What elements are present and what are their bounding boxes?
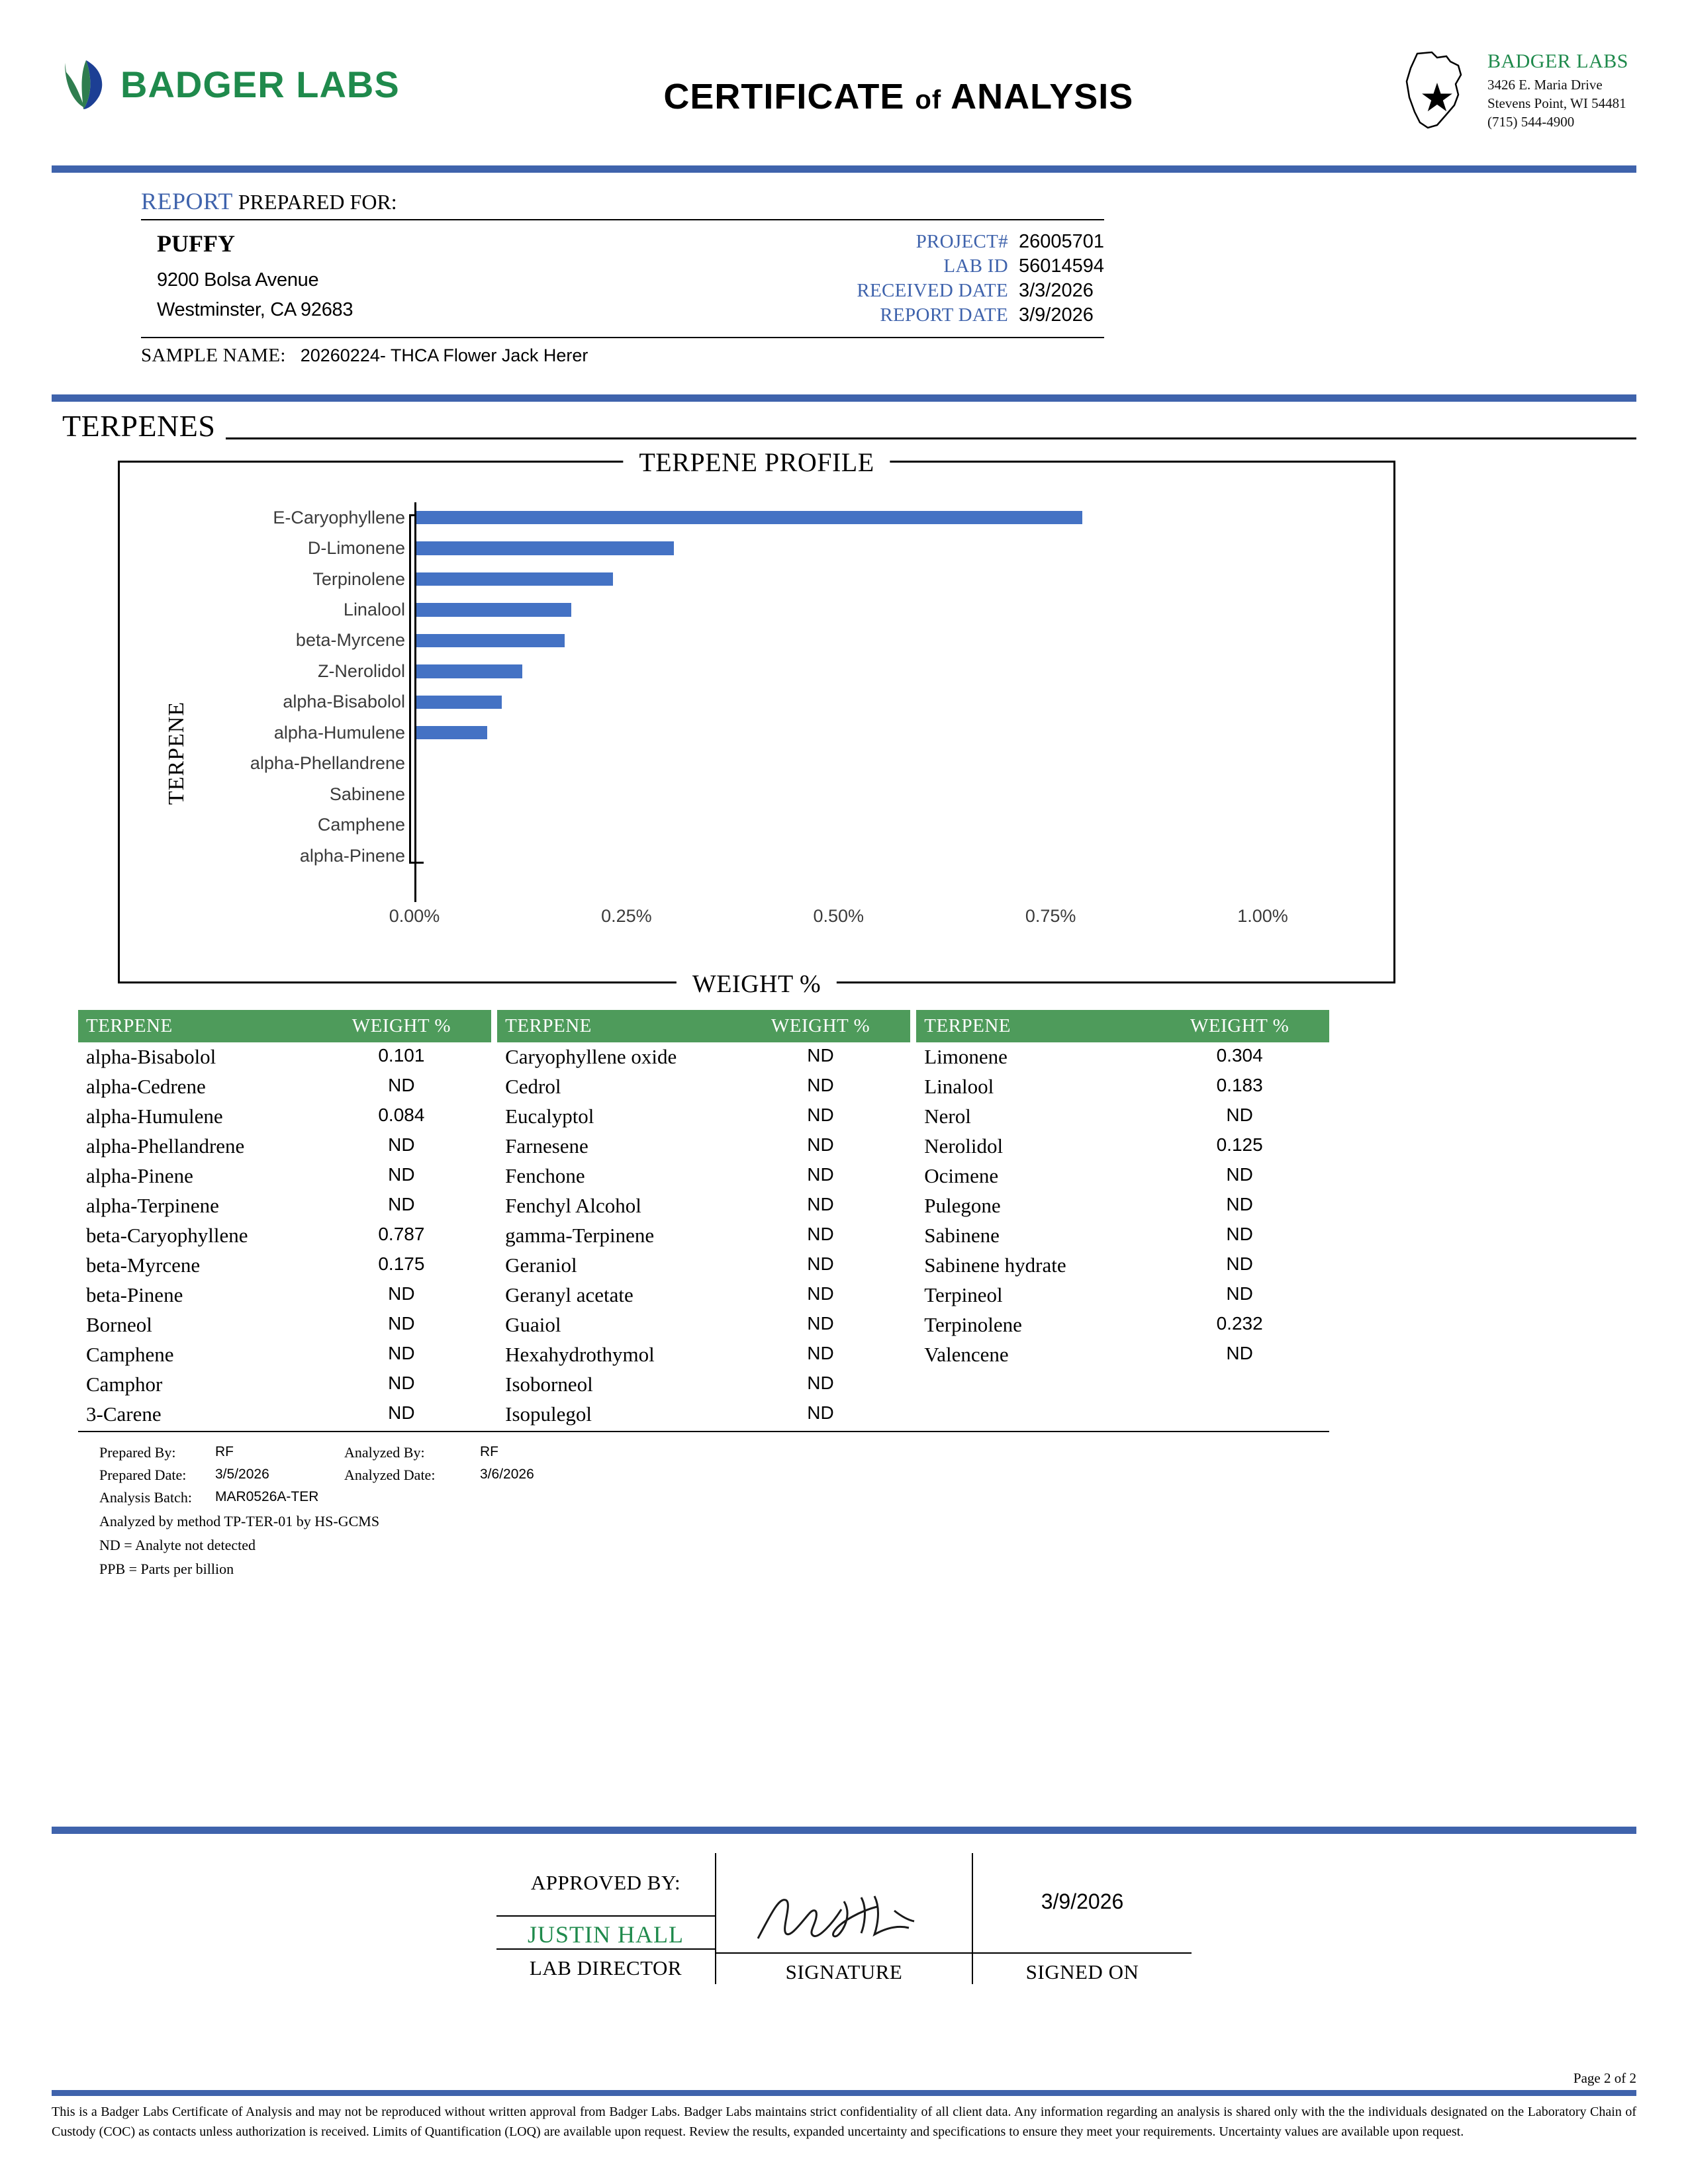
chart-bar-row bbox=[416, 594, 1331, 625]
meta-row-project bbox=[857, 230, 1104, 254]
signed-on-label: SIGNED ON bbox=[973, 1952, 1192, 1984]
chart-bar bbox=[416, 511, 1082, 524]
table-cell-weight: 0.787 bbox=[378, 1224, 425, 1244]
table-cell-spacer bbox=[491, 1042, 497, 1072]
analyzed-date-label: Analyzed Date: bbox=[344, 1467, 436, 1484]
table-row bbox=[78, 1191, 1329, 1221]
header-terpene-2: TERPENE bbox=[497, 1010, 731, 1042]
table-cell-weight: ND bbox=[807, 1283, 834, 1304]
chart-x-tick-label: 0.50% bbox=[813, 906, 865, 926]
chart-category-label: Terpinolene bbox=[312, 569, 405, 589]
chart-x-tick-label: 1.00% bbox=[1237, 906, 1288, 926]
chart-bar bbox=[416, 696, 502, 709]
note-ppb: PPB = Parts per billion bbox=[99, 1561, 234, 1578]
table-cell-weight: ND bbox=[807, 1373, 834, 1393]
note-row-prepared-by bbox=[99, 1441, 1636, 1464]
table-cell-spacer bbox=[910, 1400, 916, 1430]
table-cell-terpene: Terpineol bbox=[924, 1283, 1003, 1306]
table-cell-terpene: Isoborneol bbox=[505, 1373, 593, 1396]
table-cell-weight: ND bbox=[388, 1134, 415, 1155]
meta-row-report-date bbox=[857, 303, 1104, 328]
table-cell-spacer bbox=[910, 1310, 916, 1340]
table-cell-weight: ND bbox=[388, 1402, 415, 1423]
footer-divider bbox=[52, 2090, 1636, 2096]
table-cell-terpene: Linalool bbox=[924, 1075, 994, 1098]
section-divider bbox=[52, 394, 1636, 402]
note-row-analysis-batch bbox=[99, 1486, 1636, 1509]
table-cell-terpene: Ocimene bbox=[924, 1164, 999, 1187]
table-cell-spacer bbox=[491, 1281, 497, 1310]
sample-name-value: 20260224- THCA Flower Jack Herer bbox=[300, 345, 588, 365]
report-prepared-for-heading bbox=[141, 187, 1104, 220]
approval-block bbox=[0, 1853, 1688, 1984]
terpene-results-table-wrap bbox=[78, 1010, 1329, 1432]
table-cell-terpene: Eucalyptol bbox=[505, 1105, 594, 1128]
meta-value-project: 26005701 bbox=[1018, 231, 1104, 252]
note-nd: ND = Analyte not detected bbox=[99, 1537, 256, 1554]
table-cell-terpene: alpha-Humulene bbox=[86, 1105, 223, 1128]
section-header bbox=[52, 408, 1636, 446]
chart-title: TERPENE PROFILE bbox=[623, 447, 890, 478]
table-cell-terpene: Sabinene hydrate bbox=[924, 1253, 1066, 1277]
table-cell-spacer bbox=[491, 1340, 497, 1370]
meta-row-received-date bbox=[857, 279, 1104, 303]
analyzed-by-value: RF bbox=[480, 1444, 498, 1459]
table-cell-terpene: Hexahydrothymol bbox=[505, 1343, 655, 1366]
table-cell-spacer bbox=[910, 1281, 916, 1310]
approved-by-label-wrap bbox=[496, 1853, 715, 1917]
table-cell-spacer bbox=[491, 1132, 497, 1161]
prepared-by-label: Prepared By: bbox=[99, 1444, 176, 1461]
header-weight-2: WEIGHT % bbox=[731, 1010, 910, 1042]
terpene-results-table bbox=[78, 1010, 1329, 1430]
meta-value-received-date: 3/3/2026 bbox=[1018, 280, 1094, 301]
lab-name: BADGER LABS bbox=[1487, 50, 1628, 72]
chart-bar-row bbox=[416, 717, 1331, 748]
table-cell-weight: ND bbox=[1226, 1105, 1253, 1125]
table-cell-weight: ND bbox=[807, 1343, 834, 1363]
approval-divider bbox=[52, 1827, 1636, 1834]
table-cell-terpene: Camphor bbox=[86, 1373, 163, 1396]
table-cell-weight: ND bbox=[1226, 1253, 1253, 1274]
meta-label-project: PROJECT# bbox=[915, 231, 1008, 252]
lab-phone: (715) 544-4900 bbox=[1487, 114, 1575, 130]
table-cell-spacer bbox=[910, 1251, 916, 1281]
chart-category-label: Linalool bbox=[343, 600, 405, 620]
meta-row-lab-id bbox=[857, 254, 1104, 279]
table-cell-terpene: Caryophyllene oxide bbox=[505, 1045, 677, 1068]
table-cell-spacer bbox=[910, 1102, 916, 1132]
chart-x-axis-title: WEIGHT % bbox=[677, 970, 837, 999]
table-cell-spacer bbox=[910, 1072, 916, 1102]
signed-on-column bbox=[973, 1853, 1192, 1984]
table-cell-weight: ND bbox=[388, 1313, 415, 1334]
table-cell-terpene: beta-Pinene bbox=[86, 1283, 183, 1306]
analysis-batch-label: Analysis Batch: bbox=[99, 1489, 192, 1506]
chart-bar-row bbox=[416, 687, 1331, 717]
table-cell-weight: 0.232 bbox=[1216, 1313, 1263, 1334]
chart-bars bbox=[414, 502, 1331, 902]
table-row bbox=[78, 1340, 1329, 1370]
table-cell-terpene: Terpinolene bbox=[924, 1313, 1022, 1336]
badger-leaf-icon bbox=[60, 56, 109, 112]
meta-label-report-date: REPORT DATE bbox=[880, 304, 1008, 326]
signature-column bbox=[715, 1853, 973, 1984]
table-cell-weight: ND bbox=[807, 1313, 834, 1334]
chart-category-label: D-Limonene bbox=[307, 538, 405, 559]
table-cell-spacer bbox=[910, 1191, 916, 1221]
table-cell-weight bbox=[1150, 1370, 1329, 1400]
table-cell-spacer bbox=[910, 1370, 916, 1400]
chart-category-label: alpha-Bisabolol bbox=[283, 692, 405, 712]
chart-bar bbox=[416, 603, 571, 616]
table-cell-spacer bbox=[491, 1221, 497, 1251]
chart-x-tick-label: 0.75% bbox=[1025, 906, 1076, 926]
brand-logo bbox=[60, 56, 400, 112]
approved-by-column bbox=[496, 1853, 715, 1984]
footer-disclaimer: This is a Badger Labs Certificate of Analysis and may not be reproduced without written approval from Badger Labs. Badger Labs maintains strict confidentiality of all client data. Any information regarding an analysis is shared only with the the individuals designated on the Laboratory Chain of Custody (COC) as contacts unless authorization is received. Limits of Quantification (LOQ) are available upon request. Review the results, expanded uncertainty and specifications to ensure they meet your requirements. Uncertainty values are available upon request. bbox=[52, 2105, 1636, 2139]
meta-value-lab-id: 56014594 bbox=[1018, 255, 1104, 277]
prepared-for-label: PREPARED FOR: bbox=[238, 190, 397, 214]
table-row bbox=[78, 1310, 1329, 1340]
table-cell-terpene: Pulegone bbox=[924, 1194, 1001, 1217]
terpene-profile-chart bbox=[118, 447, 1395, 998]
table-header-row bbox=[78, 1010, 1329, 1042]
chart-bar bbox=[416, 664, 522, 678]
table-cell-terpene: alpha-Pinene bbox=[86, 1164, 193, 1187]
chart-bar bbox=[416, 726, 487, 739]
chart-plot-area bbox=[236, 502, 1331, 926]
table-cell-weight: ND bbox=[807, 1105, 834, 1125]
table-cell-terpene: Fenchyl Alcohol bbox=[505, 1194, 641, 1217]
approver-role: LAB DIRECTOR bbox=[496, 1948, 715, 1980]
table-cell-terpene: Cedrol bbox=[505, 1075, 561, 1098]
client-address-line2: Westminster, CA 92683 bbox=[157, 298, 353, 320]
section-title: TERPENES bbox=[62, 409, 216, 443]
chart-bar-row bbox=[416, 533, 1331, 563]
chart-bar bbox=[416, 634, 565, 647]
table-cell-spacer bbox=[491, 1370, 497, 1400]
table-cell-weight: ND bbox=[388, 1343, 415, 1363]
meta-label-received-date: RECEIVED DATE bbox=[857, 280, 1008, 301]
table-cell-weight bbox=[1150, 1400, 1329, 1430]
chart-y-axis-title: TERPENE bbox=[164, 701, 189, 805]
table-cell-weight: 0.125 bbox=[1216, 1134, 1263, 1155]
table-cell-weight: ND bbox=[388, 1164, 415, 1185]
header-gap-2 bbox=[910, 1010, 916, 1042]
table-cell-weight: ND bbox=[388, 1194, 415, 1214]
chart-x-tick-label: 0.00% bbox=[389, 906, 440, 926]
prepared-date-label: Prepared Date: bbox=[99, 1467, 187, 1484]
chart-category-labels bbox=[236, 502, 414, 902]
wisconsin-map-icon bbox=[1397, 48, 1477, 134]
chart-category-label: alpha-Humulene bbox=[273, 722, 405, 743]
table-cell-weight: ND bbox=[807, 1075, 834, 1095]
report-word: REPORT bbox=[141, 188, 233, 214]
table-row bbox=[78, 1132, 1329, 1161]
client-block bbox=[141, 230, 353, 328]
section-title-rule bbox=[226, 437, 1636, 439]
chart-category-label: E-Caryophyllene bbox=[273, 507, 405, 527]
header-weight-3: WEIGHT % bbox=[1150, 1010, 1329, 1042]
table-row bbox=[78, 1370, 1329, 1400]
report-info-section bbox=[0, 173, 1688, 367]
signed-date-wrap bbox=[973, 1853, 1192, 1952]
chart-bar-row bbox=[416, 841, 1331, 871]
table-cell-weight: 0.101 bbox=[378, 1045, 425, 1066]
table-cell-weight: ND bbox=[807, 1194, 834, 1214]
table-cell-weight: ND bbox=[1226, 1283, 1253, 1304]
table-cell-spacer bbox=[910, 1132, 916, 1161]
table-cell-weight: ND bbox=[1226, 1343, 1253, 1363]
table-row bbox=[78, 1251, 1329, 1281]
table-cell-weight: 0.183 bbox=[1216, 1075, 1263, 1095]
chart-bar-row bbox=[416, 809, 1331, 840]
page-header bbox=[0, 0, 1688, 165]
table-cell-terpene: Guaiol bbox=[505, 1313, 561, 1336]
header-terpene-3: TERPENE bbox=[916, 1010, 1150, 1042]
client-address-line1: 9200 Bolsa Avenue bbox=[157, 269, 319, 291]
table-cell-terpene: Sabinene bbox=[924, 1224, 1000, 1247]
signature-label: SIGNATURE bbox=[716, 1952, 972, 1984]
header-terpene-1: TERPENE bbox=[78, 1010, 312, 1042]
table-cell-terpene: Farnesene bbox=[505, 1134, 588, 1158]
chart-category-label: Z-Nerolidol bbox=[317, 660, 405, 681]
table-cell-terpene: Geraniol bbox=[505, 1253, 577, 1277]
table-cell-weight: ND bbox=[807, 1402, 834, 1423]
table-cell-spacer bbox=[491, 1161, 497, 1191]
signed-date: 3/9/2026 bbox=[1041, 1889, 1124, 1913]
analyzed-date-value: 3/6/2026 bbox=[480, 1467, 534, 1482]
approved-by-label: APPROVED BY: bbox=[530, 1871, 681, 1894]
table-cell-spacer bbox=[910, 1221, 916, 1251]
table-cell-terpene: Geranyl acetate bbox=[505, 1283, 633, 1306]
table-cell-weight: ND bbox=[1226, 1224, 1253, 1244]
doc-title-of: of bbox=[915, 85, 942, 114]
table-cell-weight: ND bbox=[807, 1224, 834, 1244]
sample-name-row bbox=[141, 337, 1104, 367]
table-cell-terpene: alpha-Phellandrene bbox=[86, 1134, 245, 1158]
table-cell-terpene: gamma-Terpinene bbox=[505, 1224, 655, 1247]
chart-category-label: Camphene bbox=[317, 815, 405, 835]
table-cell-terpene: Borneol bbox=[86, 1313, 152, 1336]
chart-bar bbox=[416, 541, 674, 555]
table-cell-spacer bbox=[491, 1251, 497, 1281]
table-cell-spacer bbox=[491, 1400, 497, 1430]
chart-x-axis-ticks bbox=[389, 906, 1331, 936]
table-cell-spacer bbox=[910, 1042, 916, 1072]
table-row bbox=[78, 1072, 1329, 1102]
doc-title-main: CERTIFICATE bbox=[663, 77, 905, 116]
analysis-batch-value: MAR0526A-TER bbox=[215, 1489, 319, 1505]
chart-category-label: alpha-Pinene bbox=[299, 845, 405, 866]
table-cell-terpene: Camphene bbox=[86, 1343, 174, 1366]
table-cell-spacer bbox=[910, 1340, 916, 1370]
chart-bar-row bbox=[416, 502, 1331, 533]
table-cell-terpene: alpha-Bisabolol bbox=[86, 1045, 216, 1068]
table-cell-terpene: Nerol bbox=[924, 1105, 971, 1128]
doc-title-end: ANALYSIS bbox=[951, 77, 1134, 116]
prepared-date-value: 3/5/2026 bbox=[215, 1467, 269, 1482]
chart-bar-row bbox=[416, 656, 1331, 686]
signature-image-wrap bbox=[716, 1853, 972, 1952]
brand-name: BADGER LABS bbox=[120, 63, 400, 105]
analysis-notes bbox=[99, 1441, 1636, 1581]
table-cell-terpene: beta-Caryophyllene bbox=[86, 1224, 248, 1247]
table-cell-weight: ND bbox=[388, 1075, 415, 1095]
meta-label-lab-id: LAB ID bbox=[943, 255, 1008, 277]
table-cell-weight: 0.084 bbox=[378, 1105, 425, 1125]
table-cell-terpene: Limonene bbox=[924, 1045, 1008, 1068]
table-row bbox=[78, 1400, 1329, 1430]
prepared-by-value: RF bbox=[215, 1444, 234, 1459]
table-cell-terpene: Fenchone bbox=[505, 1164, 585, 1187]
table-cell-weight: 0.175 bbox=[378, 1253, 425, 1274]
table-cell-spacer bbox=[491, 1102, 497, 1132]
chart-category-label: Sabinene bbox=[329, 784, 405, 804]
table-row bbox=[78, 1161, 1329, 1191]
chart-bar bbox=[416, 572, 613, 586]
table-bottom-rule bbox=[78, 1431, 1329, 1432]
table-cell-terpene: 3-Carene bbox=[86, 1402, 162, 1426]
table-cell-weight: ND bbox=[1226, 1194, 1253, 1214]
chart-bar-row bbox=[416, 564, 1331, 594]
table-cell-terpene: Isopulegol bbox=[505, 1402, 592, 1426]
approver-name: JUSTIN HALL bbox=[528, 1921, 684, 1948]
table-cell-weight: ND bbox=[807, 1045, 834, 1066]
header-weight-1: WEIGHT % bbox=[312, 1010, 491, 1042]
table-cell-spacer bbox=[491, 1310, 497, 1340]
report-meta-table bbox=[857, 230, 1104, 328]
page-number: Page 2 of 2 bbox=[1573, 2070, 1636, 2086]
lab-address-line2: Stevens Point, WI 54481 bbox=[1487, 95, 1626, 111]
table-cell-terpene: beta-Myrcene bbox=[86, 1253, 201, 1277]
table-row bbox=[78, 1102, 1329, 1132]
table-cell-weight: ND bbox=[807, 1253, 834, 1274]
table-cell-weight: 0.304 bbox=[1216, 1045, 1263, 1066]
table-row bbox=[78, 1221, 1329, 1251]
note-row-prepared-date bbox=[99, 1464, 1636, 1486]
table-cell-terpene bbox=[916, 1400, 1150, 1430]
signature-icon bbox=[745, 1893, 943, 1950]
table-cell-weight: ND bbox=[1226, 1164, 1253, 1185]
chart-category-label: alpha-Phellandrene bbox=[250, 753, 405, 774]
chart-bar-row bbox=[416, 779, 1331, 809]
meta-value-report-date: 3/9/2026 bbox=[1018, 304, 1094, 326]
table-cell-spacer bbox=[910, 1161, 916, 1191]
chart-bar-row bbox=[416, 749, 1331, 779]
table-row bbox=[78, 1042, 1329, 1072]
lab-contact-block bbox=[1397, 48, 1628, 134]
note-method: Analyzed by method TP-TER-01 by HS-GCMS bbox=[99, 1513, 380, 1530]
analyzed-by-label: Analyzed By: bbox=[344, 1444, 425, 1461]
table-cell-weight: ND bbox=[807, 1134, 834, 1155]
table-cell-terpene: alpha-Cedrene bbox=[86, 1075, 206, 1098]
table-cell-weight: ND bbox=[388, 1283, 415, 1304]
table-cell-terpene: Valencene bbox=[924, 1343, 1009, 1366]
client-name: PUFFY bbox=[157, 230, 235, 257]
table-row bbox=[78, 1281, 1329, 1310]
chart-bar-row bbox=[416, 625, 1331, 656]
document-title bbox=[663, 76, 1133, 117]
header-gap-1 bbox=[491, 1010, 497, 1042]
table-cell-weight: ND bbox=[388, 1373, 415, 1393]
table-cell-spacer bbox=[491, 1072, 497, 1102]
table-cell-terpene bbox=[916, 1370, 1150, 1400]
chart-category-label: beta-Myrcene bbox=[295, 630, 405, 651]
lab-address-line1: 3426 E. Maria Drive bbox=[1487, 76, 1603, 93]
table-cell-terpene: alpha-Terpinene bbox=[86, 1194, 219, 1217]
chart-x-tick-label: 0.25% bbox=[601, 906, 652, 926]
sample-name-label: SAMPLE NAME: bbox=[141, 345, 286, 366]
table-cell-terpene: Nerolidol bbox=[924, 1134, 1004, 1158]
table-cell-spacer bbox=[491, 1191, 497, 1221]
header-divider bbox=[52, 165, 1636, 173]
table-cell-weight: ND bbox=[807, 1164, 834, 1185]
